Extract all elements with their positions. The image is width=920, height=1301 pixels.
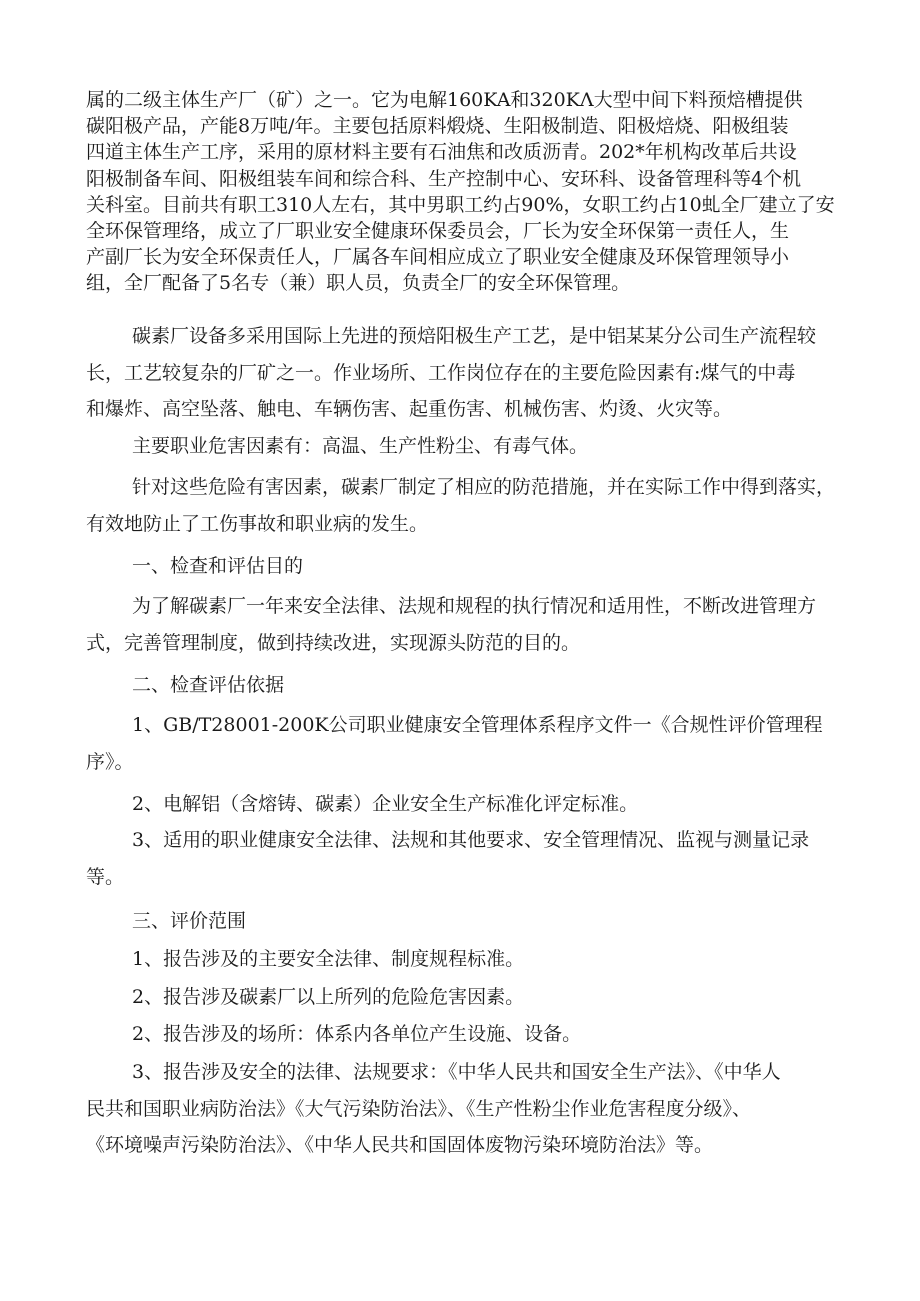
scope-item-3 xyxy=(86,1016,856,1053)
text-line: 针对这些危险有害因素，碳素厂制定了相应的防范措施，并在实际工作中得到落实， xyxy=(132,476,836,498)
text-line: 长，工艺较复杂的厂矿之一。作业场所、工作岗位存在的主要危险因素有:煤气的中毒 xyxy=(86,361,796,384)
scope-item-4 xyxy=(86,1054,856,1164)
text-line: 主要职业危害因素有：高温、生产性粉尘、有毒气体。 xyxy=(132,435,589,457)
text-line: 3、适用的职业健康安全法律、法规和其他要求、安全管理情况、监视与测量记录 xyxy=(132,829,810,851)
section-heading-2 xyxy=(86,667,856,704)
hazard-paragraph xyxy=(86,318,856,428)
section-heading: 三、评价范围 xyxy=(132,910,247,932)
text-line: 组，全厂配备了5名专（兼）职人员，负责全厂的安全环保管理。 xyxy=(86,272,631,295)
occupational-hazard-paragraph xyxy=(86,428,856,465)
basis-item-2 xyxy=(86,786,856,823)
text-line: 2、报告涉及碳素厂以上所列的危险危害因素。 xyxy=(132,986,525,1008)
intro-paragraph xyxy=(86,87,856,297)
section-heading-1 xyxy=(86,548,856,585)
section-heading-3 xyxy=(86,903,856,940)
text-line: 2、电解铝（含熔铸、碳素）企业安全生产标准化评定标准。 xyxy=(132,793,639,815)
text-line: 为了解碳素厂一年来安全法律、法规和规程的执行情况和适用性，不断改进管理方 xyxy=(132,595,817,617)
text-line: 产副厂长为安全环保责任人，厂属各车间相应成立了职业安全健康及环保管理领导小 xyxy=(86,246,790,269)
text-line: 有效地防止了工伤事故和职业病的发生。 xyxy=(86,512,429,535)
basis-item-1 xyxy=(86,707,856,780)
text-line: 碳阳极产品，产能8万吨/年。主要包括原料煅烧、生阳极制造、阳极焙烧、阳极组装 xyxy=(86,115,789,138)
measures-paragraph xyxy=(86,469,856,542)
text-line: 等。 xyxy=(86,865,125,888)
text-line: 和爆炸、高空坠落、触电、车辆伤害、起重伤害、机械伤害、灼烫、火灾等。 xyxy=(86,398,733,420)
text-line: 碳素厂设备多采用国际上先进的预焙阳极生产工艺，是中铝某某分公司生产流程较 xyxy=(132,325,817,347)
section-heading: 一、检查和评估目的 xyxy=(132,555,304,577)
scope-item-2 xyxy=(86,979,856,1016)
scope-item-1 xyxy=(86,941,856,978)
text-line: 《环境噪声污染防治法》、《中华人民共和国固体废物污染环境防治法》等。 xyxy=(86,1134,714,1156)
section-heading: 二、检查评估依据 xyxy=(132,674,285,696)
text-line: 四道主体生产工序，采用的原材料主要有石油焦和改质沥青。202*年机构改革后共设 xyxy=(86,141,797,164)
text-line: 1、报告涉及的主要安全法律、制度规程标准。 xyxy=(132,948,525,970)
text-line: 关科室。目前共有职工310人左右，其中男职工约占90%，女职工约占10虬全厂建立了安 xyxy=(86,193,835,216)
text-line: 阳极制备车间、阳极组装车间和综合科、生产控制中心、安环科、设备管理科等4个机 xyxy=(86,167,802,190)
text-line: 1、GB/T28001-200K公司职业健康安全管理体系程序文件一《合规性评价管理程 xyxy=(132,714,823,736)
text-line: 全环保管理络，成立了厂职业安全健康环保委员会，厂长为安全环保第一责任人，生 xyxy=(86,220,790,243)
text-line: 式，完善管理制度，做到持续改进，实现源头防范的目的。 xyxy=(86,631,581,654)
text-line: 3、报告涉及安全的法律、法规要求：《中华人民共和国安全生产法》、《中华人 xyxy=(132,1061,781,1083)
text-line: 属的二级主体生产厂（矿）之一。它为电解160KA和320KΛ大型中间下料预焙槽提供 xyxy=(86,89,803,111)
basis-item-3 xyxy=(86,822,856,895)
text-line: 民共和国职业病防治法》《大气污染防治法》、《生产性粉尘作业危害程度分级》、 xyxy=(86,1097,752,1120)
text-line: 序》。 xyxy=(86,750,134,773)
purpose-paragraph xyxy=(86,588,856,661)
text-line: 2、报告涉及的场所：体系内各单位产生设施、设备。 xyxy=(132,1023,582,1045)
